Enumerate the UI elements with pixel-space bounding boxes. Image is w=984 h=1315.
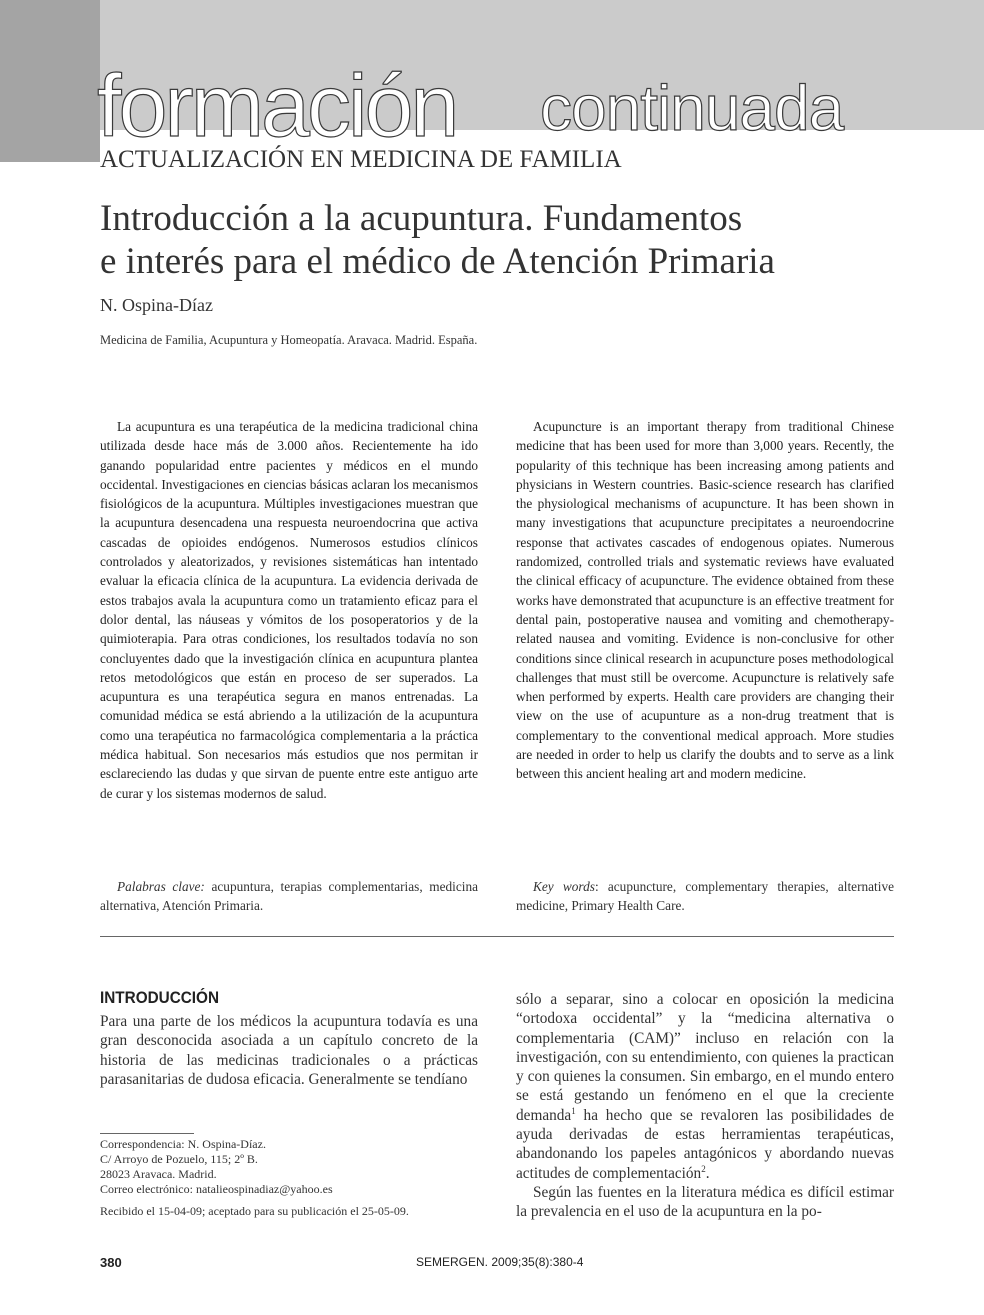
keywords-english-text: : acupuncture, complementary therapies, alternative medicine, Primary Health Care. xyxy=(516,879,894,914)
introduction-right-paragraph-2: Según las fuentes en la literatura médica es difícil estimar la prevalencia en el uso de la acupuntura en la po- xyxy=(516,1183,894,1221)
reference-2[interactable]: 2 xyxy=(701,1163,706,1174)
introduction-right-paragraph-1 xyxy=(516,990,894,1183)
text-segment: . xyxy=(705,1164,710,1182)
introduction-heading: INTRODUCCIÓN xyxy=(100,988,219,1007)
author: N. Ospina-Díaz xyxy=(100,295,213,315)
keywords-spanish xyxy=(100,877,478,916)
keywords-spanish-label: Palabras clave: xyxy=(117,879,205,894)
keywords-english xyxy=(516,877,894,916)
correspondence-address-1: C/ Arroyo de Pozuelo, 115; 2º B. xyxy=(100,1152,258,1166)
affiliation: Medicina de Familia, Acupuntura y Homeopatía. Aravaca. Madrid. España. xyxy=(100,333,478,347)
text-segment: sólo a separar, sino a colocar en oposición la medicina “ortodoxa occidental” y la “medicina alternativa o complementaria (CAM)” incluso en relación con la investigación, con su entendimiento, con quienes la practican y con quienes la consumen. Sin embargo, en el mundo entero se está gestando un fenómeno en el que la creciente demanda xyxy=(516,991,894,1124)
received-dates: Recibido el 15-04-09; aceptado para su publicación el 25-05-09. xyxy=(100,1204,409,1218)
keywords-english-label: Key words xyxy=(533,879,595,894)
correspondence-address-2: 28023 Aravaca. Madrid. xyxy=(100,1167,217,1181)
article-title-line-1: Introducción a la acupuntura. Fundamentos xyxy=(100,198,743,239)
reference-1[interactable]: 1 xyxy=(571,1105,576,1116)
correspondence-email: Correo electrónico: natalieospinadiaz@yahoo.es xyxy=(100,1182,333,1196)
abstract-english: Acupuncture is an important therapy from traditional Chinese medicine that has been used for more than 3,000 years. Recently, the popularity of this technique has been increasing among patients and physicians in Western countries. Basic-science research has clarified the physiological mechanisms of acupuncture. It has been shown in many investigations that acupuncture precipitates a neuroendocrine response that activates cascades of endogenous opiates. Numerous randomized, controlled trials and systematic reviews have evaluated the clinical efficacy of acupuncture. The evidence obtained from these works have demonstrated that acupuncture is an effective treatment for dental pain, postoperative nausea and vomiting and chemotherapy-related nausea and vomiting. Evidence is non-conclusive for other conditions since clinical research in acupuncture poses methodological challenges that must still be overcome. Acupuncture is relatively safe when performed by experts. Health care providers are changing their view on the use of acupunture as a non-drug treatment that is complementary to the conventional medical approach. More studies are needed in order to help us clarify the doubts and to serve as a link between this ancient healing art and modern medicine. xyxy=(516,419,894,782)
correspondence-footnote xyxy=(100,1137,333,1197)
article-title-line-2: e interés para el médico de Atención Primaria xyxy=(100,241,775,282)
journal-citation: SEMERGEN. 2009;35(8):380-4 xyxy=(416,1255,584,1269)
introduction-left-paragraph: Para una parte de los médicos la acupuntura todavía es una gran desconocida asociada a un capítulo concreto de la historia de las medicinas tradicionales o a prácticas parasanitarias de dudosa eficacia. Generalmente se tendíano xyxy=(100,1013,478,1088)
section-divider xyxy=(100,936,894,937)
footnote-divider xyxy=(100,1133,194,1134)
page-number: 380 xyxy=(100,1255,122,1270)
abstract-spanish: La acupuntura es una terapéutica de la medicina tradicional china utilizada desde hace más de 3.000 años. Recientemente ha ido ganando popularidad entre pacientes y médicos en el mundo occidental. Investigaciones en ciencias básicas aclaran los mecanismos fisiológicos de la acupuntura. Múltiples investigaciones muestran que la acupuntura desencadena una respuesta neuroendocrina que activa cascadas de opioides endógenos. Numerosos estudios clínicos controlados y aleatorizados, y revisiones sistemáticas han intentado evaluar la eficacia clínica de la acupuntura. La evidencia derivada de estos trabajos avala la acupuntura como un tratamiento eficaz para el dolor dental, las náuseas y vómitos de los posoperatorios y de la quimioterapia. Para otras condiciones, los resultados todavía no son concluyentes dado que la investigación clínica en acupuntura plantea retos metodológicos que están en proceso de ser superados. La acupuntura es una terapéutica segura en manos entrenadas. La comunidad médica se está abriendo a la utilización de la acupuntura como una terapéutica no farmacológica complementaria a la práctica médica habitual. Son necesarios más estudios que nos permitan ir esclareciendo las dudas y que sirvan de puente entre este antiguo arte de curar y los sistemas modernos de salud. xyxy=(100,419,478,801)
introduction-right-column xyxy=(516,990,894,1222)
text-segment: ha hecho que se revaloren las posibilidades de ayuda derivadas de estas herramientas terapéuticas, abandonando los papeles antagónicos y abordando nuevas actitudes de complementación xyxy=(516,1106,894,1182)
section-heading: ACTUALIZACIÓN EN MEDICINA DE FAMILIA xyxy=(100,146,622,173)
article-title xyxy=(100,197,960,283)
correspondence-name: Correspondencia: N. Ospina-Díaz. xyxy=(100,1137,266,1151)
keywords-spanish-text: acupuntura, terapias complementarias, medicina alternativa, Atención Primaria. xyxy=(100,879,479,914)
header-side-bar xyxy=(0,0,100,162)
banner-word-continuada: continuada xyxy=(540,72,844,144)
banner-word-formacion: formación xyxy=(97,56,457,155)
